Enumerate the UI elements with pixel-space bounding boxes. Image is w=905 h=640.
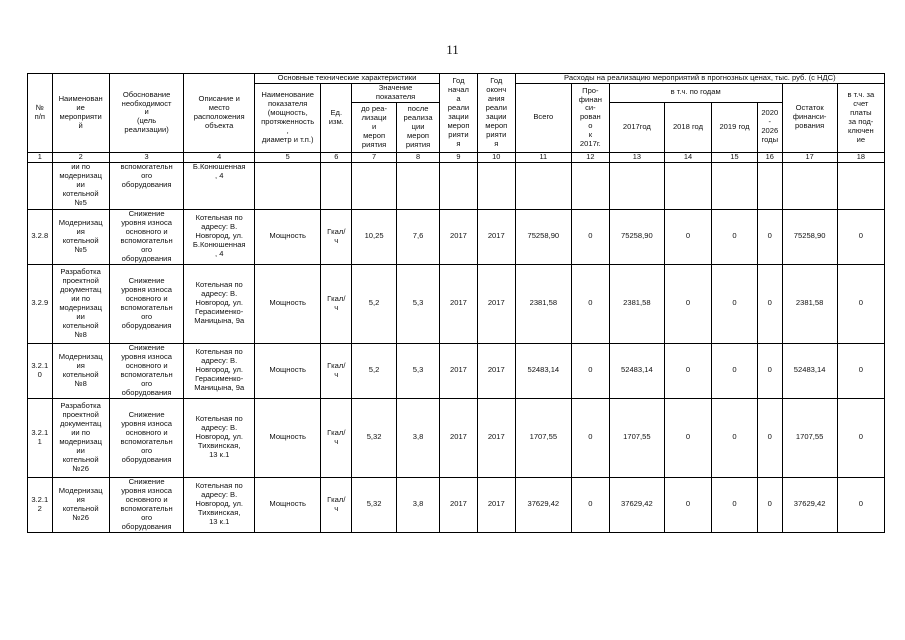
column-number: 9 [440,152,478,162]
cell-prefinanced: 0 [571,343,609,398]
cell-year-2019: 0 [712,398,758,477]
cell-description: Котельная по адресу: В. Новгород, ул. Герасименко- Маницына, 9а [184,264,255,343]
cell-num: 3.2.1 0 [28,343,53,398]
header-year-start: Год начал а реали зации мероп рияти я [440,74,478,153]
cell-num: 3.2.9 [28,264,53,343]
cell-after: 7,6 [397,209,440,264]
cell-before: 10,25 [352,209,397,264]
cell-year-start: 2017 [440,264,478,343]
cell-year-2017: 75258,90 [609,209,664,264]
cell-years-2020-2026: 0 [758,264,783,343]
cell-remaining: 75258,90 [782,209,837,264]
cell-unit: Гкал/ ч [321,209,352,264]
cell-description: Котельная по адресу: В. Новгород, ул. Б.Конюшенная , 4 [184,209,255,264]
table-row [28,343,885,398]
header-by-years: в т.ч. по годам [609,83,782,102]
cell-after: 5,3 [397,264,440,343]
cell-after: 3,8 [397,477,440,532]
cell-years-2020-2026: 0 [758,477,783,532]
header-reason: Обоснование необходимост и (цель реализации) [109,74,184,153]
header-total: Всего [515,83,571,152]
column-number: 15 [712,152,758,162]
cell-year-start: 2017 [440,343,478,398]
cell-year-start: 2017 [440,477,478,532]
cell-year-2017: 37629,42 [609,477,664,532]
table-header [28,74,885,163]
cell-remaining: 52483,14 [782,343,837,398]
cell-indicator: Мощность [254,343,320,398]
cell-year-2017: 1707,55 [609,398,664,477]
column-number: 1 [28,152,53,162]
cell-num: 3.2.1 2 [28,477,53,532]
cell-num: 3.2.8 [28,209,53,264]
cell-year-2018: 0 [664,477,711,532]
header-before: до реа- лизаци и мероп риятия [352,102,397,152]
investment-program-table [27,73,885,533]
table-row [28,477,885,532]
cell-year-2019: 0 [712,264,758,343]
cell-year-end: 2017 [477,398,515,477]
header-year-end: Год оконч ания реали зации мероп рияти я [477,74,515,153]
cell-unit: Гкал/ ч [321,398,352,477]
column-number: 16 [758,152,783,162]
cell-connection-fee: 0 [837,398,884,477]
column-number: 6 [321,152,352,162]
cell-year-2018: 0 [664,209,711,264]
cell-reason: вспомогательн ого оборудования [109,162,184,209]
cell-reason: Снижение уровня износа основного и вспомогательн ого оборудования [109,477,184,532]
header-tech-characteristics: Основные технические характеристики [254,74,439,84]
cell-name: Модернизац ия котельной №26 [52,477,109,532]
cell-year-2019: 0 [712,343,758,398]
cell-year-start: 2017 [440,209,478,264]
header-num: № п/п [28,74,53,153]
cell-prefinanced: 0 [571,398,609,477]
cell-total: 75258,90 [515,209,571,264]
column-number: 14 [664,152,711,162]
cell-year-2019: 0 [712,209,758,264]
column-number-row [28,152,885,162]
cell-unit: Гкал/ ч [321,264,352,343]
cell-before: 5,32 [352,398,397,477]
cell-year-end: 2017 [477,209,515,264]
column-number: 7 [352,152,397,162]
cell-remaining: 1707,55 [782,398,837,477]
cell-name: Разработка проектной документац ии по модернизац ии котельной №8 [52,264,109,343]
cell-year-2018: 0 [664,398,711,477]
cell-total: 2381,58 [515,264,571,343]
cell-year-end: 2017 [477,343,515,398]
cell-year-2017: 52483,14 [609,343,664,398]
cell-remaining: 2381,58 [782,264,837,343]
cell-name: ии по модернизац ии котельной №5 [52,162,109,209]
cell-connection-fee: 0 [837,477,884,532]
cell-connection-fee: 0 [837,264,884,343]
cell-prefinanced: 0 [571,264,609,343]
header-after: после реализа ции мероп риятия [397,102,440,152]
header-name: Наименован ие мероприяти й [52,74,109,153]
cell-name: Модернизац ия котельной №5 [52,209,109,264]
cell-year-2018: 0 [664,264,711,343]
cell-year-2018: 0 [664,343,711,398]
cell-description: Котельная по адресу: В. Новгород, ул. Тихвинская, 13 к.1 [184,477,255,532]
column-number: 4 [184,152,255,162]
cell-unit: Гкал/ ч [321,477,352,532]
table-row [28,398,885,477]
header-connection-fee: в т.ч. за счет платы за под- ключен ие [837,83,884,152]
column-number: 12 [571,152,609,162]
cell-total: 37629,42 [515,477,571,532]
header-indicator-value: Значение показателя [352,83,440,102]
cell-reason: Снижение уровня износа основного и вспомогательн ого оборудования [109,264,184,343]
column-number: 18 [837,152,884,162]
cell-prefinanced: 0 [571,477,609,532]
cell-remaining: 37629,42 [782,477,837,532]
cell-years-2020-2026: 0 [758,343,783,398]
header-years-2020-2026: 2020 - 2026 годы [758,102,783,152]
header-year-2019: 2019 год [712,102,758,152]
column-number: 11 [515,152,571,162]
column-number: 10 [477,152,515,162]
table-row [28,264,885,343]
cell-description: Б.Конюшенная , 4 [184,162,255,209]
cell-years-2020-2026: 0 [758,209,783,264]
cell-prefinanced: 0 [571,209,609,264]
cell-after: 3,8 [397,398,440,477]
cell-unit: Гкал/ ч [321,343,352,398]
cell-year-end: 2017 [477,264,515,343]
header-remaining: Остаток финанси- рования [782,83,837,152]
column-number: 8 [397,152,440,162]
header-indicator: Наименование показателя (мощность, протяженность , диаметр и т.п.) [254,83,320,152]
header-expenses: Расходы на реализацию мероприятий в прогнозных ценах, тыс. руб. (с НДС) [515,74,884,84]
cell-indicator: Мощность [254,264,320,343]
cell-year-2019: 0 [712,477,758,532]
header-year-2017: 2017год [609,102,664,152]
cell-years-2020-2026: 0 [758,398,783,477]
cell-reason: Снижение уровня износа основного и вспомогательн ого оборудования [109,343,184,398]
header-description: Описание и место расположения объекта [184,74,255,153]
cell-total: 1707,55 [515,398,571,477]
cell-total: 52483,14 [515,343,571,398]
cell-year-start: 2017 [440,398,478,477]
cell-indicator: Мощность [254,398,320,477]
header-prefinanced: Про- финан си- рован о к 2017г. [571,83,609,152]
cell-name: Разработка проектной документац ии по модернизац ии котельной №26 [52,398,109,477]
column-number: 2 [52,152,109,162]
cell-year-2017: 2381,58 [609,264,664,343]
cell-indicator: Мощность [254,477,320,532]
cell-reason: Снижение уровня износа основного и вспомогательн ого оборудования [109,398,184,477]
cell-name: Модернизац ия котельной №8 [52,343,109,398]
continuation-row [28,162,885,209]
header-year-2018: 2018 год [664,102,711,152]
column-number: 5 [254,152,320,162]
page-number: 11 [446,42,459,57]
table-row [28,209,885,264]
cell-connection-fee: 0 [837,209,884,264]
cell-description: Котельная по адресу: В. Новгород, ул. Герасименко- Маницына, 9а [184,343,255,398]
cell-description: Котельная по адресу: В. Новгород, ул. Тихвинская, 13 к.1 [184,398,255,477]
cell-year-end: 2017 [477,477,515,532]
column-number: 13 [609,152,664,162]
cell-connection-fee: 0 [837,343,884,398]
cell-before: 5,2 [352,264,397,343]
cell-indicator: Мощность [254,209,320,264]
header-unit: Ед. изм. [321,83,352,152]
column-number: 3 [109,152,184,162]
cell-reason: Снижение уровня износа основного и вспомогательн ого оборудования [109,209,184,264]
cell-after: 5,3 [397,343,440,398]
column-number: 17 [782,152,837,162]
cell-before: 5,32 [352,477,397,532]
cell-num: 3.2.1 1 [28,398,53,477]
cell-before: 5,2 [352,343,397,398]
